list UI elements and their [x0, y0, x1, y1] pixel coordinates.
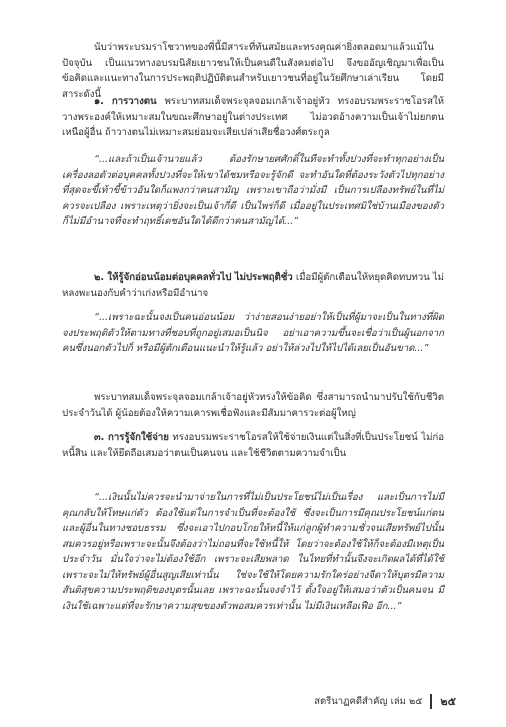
quote-2: “...เพราะฉะนั้นจงเป็นคนอ่อนน้อม ว่าง่ายสอนง่ายอย่าให้เป็นที่ผู้มาจะเป็นในทางที่ผิด จงประพฤติตัวให้ตามทางที่ชอบที่ถูกอยู่เสมอเป็นนิจ อย่าเอาความขึ้นจะเชื่อว่าเป็นผู้นอกจากคนซึ่งนอกตัวไปก็ หรือมีผู้ตักเตือนแนะนำให้รู้แล้ว อย่าให้ล่วงไปให้ไปได้เลยเป็นอันขาด...”	[62, 312, 444, 354]
section-3-paragraph	[62, 430, 444, 461]
intro-paragraph: นับว่าพระบรมราโชวาทของพี่นี้มีสาระที่ทันสมัยและทรงคุณค่ายิ่งตลอดมาแล้วแม้ในปัจจุบัน เป็นแนวทางอบรมนิสัยเยาวชนให้เป็นคนดีในสังคมต่อไป จึงขออัญเชิญมาเพื่อเป็นข้อคิดและแนะทางในการประพฤติปฏิบัติตนสำหรับเยาวชนที่อยู่ในวัยศึกษาเล่าเรียน โดยมีสาระดังนี้	[62, 42, 444, 100]
section-2-body: เมื่อมีผู้ตักเตือนให้หยุดคิดทบทวน ไม่หลงพะนองกับคำว่าเก่งหรือมีอำนาจ	[62, 272, 444, 299]
section-2-heading: ๒. ให้รู้จักอ่อนน้อมต่อบุคคลทั่วไป ไม่ประพฤติชั่ว	[94, 272, 293, 283]
footer-divider	[430, 694, 432, 709]
section-3-body: ทรงอบรมพระราชโอรสให้ใช้จ่ายเงินแต่ในสิ่งที่เป็นประโยชน์ ไม่ก่อหนี้สิน และให้ยึดถือเสมอว่าตนเป็นคนจน และใช้ชีวิตตามความจำเป็น	[62, 432, 444, 459]
footer-magazine-title: สตรีนาฏคดีสำคัญ เล่ม ๒๕	[314, 695, 423, 707]
quote-1: “...และถ้าเป็นเจ้านายแล้ว ต้องรักษายศศักดิ์ในทีจะทำทั้งปวงที่จะทำทุกอย่างเป็นเครื่องลอตัวต่อบุคคลทั้งปวงที่จะให้เขาได้ชมหรือจะรู้จักดี จะทำอันใดที่ต้องระวังตัวไปทุกอย่าง ที่สุดจะขี้เท้าขี้ข้าวอันใดก็แพงกว่าคนสามัญ เพราะเขาถือว่ามั่งมี เป็นการเปลืองทรัพย์ในที่ไม่ควรจะเปลือง เพราะเหตุว่ายิ่งจะเป็นเจ้ากี่ดี เป็นไพร่ก็ดี เมื่ออยู่ในประเทศมิใช่บ้านเมืองของตัว ก็ไม่มีอำนาจที่จะทำฤทธิ์เดชอันใดได้ดีกว่าคนสามัญได้...”	[62, 154, 444, 227]
section-2-paragraph	[62, 270, 444, 301]
section-1-body: พระบาทสมเด็จพระจุลจอมเกล้าเจ้าอยู่หัว ทรงอบรมพระราชโอรสให้วางพระองค์ให้เหมาะสมในขณะศึกษาอยู่ในต่างประเทศ ไม่อวดอ้างความเป็นเจ้าไม่ยกตน เหนือผู้อื่น ถ้าวางตนไม่เหมาะสมย่อมจะเสียเปล่าเสียชื่อวงศ์ตระกูล	[62, 96, 444, 138]
section-2-note: พระบาทสมเด็จพระจุลจอมเกล้าเจ้าอยู่หัวทรงให้ข้อคิด ซึ่งสามารถนำมาปรับใช้กับชีวิตประจำวันได้ ผู้น้อยต้องให้ความเคารพเชื่อฟังและมีสัมมาคารวะต่อผู้ใหญ่	[62, 392, 444, 419]
page-footer	[314, 692, 456, 710]
section-3-heading: ๓. การรู้จักใช้จ่าย	[94, 432, 169, 443]
section-1-paragraph	[62, 94, 444, 141]
page-number: ๒๕	[440, 695, 456, 708]
quote-3: “...เงินนั้นไม่ควรจะนำมาจ่ายในการที่ไม่เป็นประโยชน์ไม่เป็นเรื่อง และเป็นการไม่มีคุณกลับให้โทษแก่ตัว ต้องใช้แต่ในการจำเป็นที่จะต้องใช้ ซึ่งจะเป็นการมีคุณประโยชน์แก่ตนและผู้อื่นในทางชอบธรรม ซึ่งจะเอาไปกอบโกยให้หนี้ให้แก่ลูกผู้ทำความชั่วจนเสียทรัพย์ไปนั้นสมควรอยู่หรือเพราะจะนั้นจึงต้องว่าไม่ถอนที่จะใช้หนี้ให้ โดยว่าจะต้องใช้ให้ก็จะต้องมีเหตุเป็นประจำวัน มั่นใจว่าจะไม่ต้องใช้อีก เพราะจะเสียพลาด ในไทยที่ทำนั้นจึงจะเกิดผลได้ที่ได้ใช้เพราะจะไม่ให้ทรัพย์ผู้อื่นสูญเสียเท่านั้น ใช่จะใช้ให้โดยความรักใคร่อย่างจีดาให้บุตรมีความสันติสุขความประพฤติของบุตรนั้นเลย เพราะฉะนั้นจงจำไว้ ตั้งใจอยู่ให้เสมอว่าตัวเป็นคนจน มีเงินใช้เฉพาะแต่ที่จะรักษาความสุขของตัวพอสมควรเท่านั้น ไม่มีเงินเหลือเฟือ อีก...”	[62, 492, 444, 612]
section-1-heading: ๑. การวางตน	[94, 96, 157, 107]
